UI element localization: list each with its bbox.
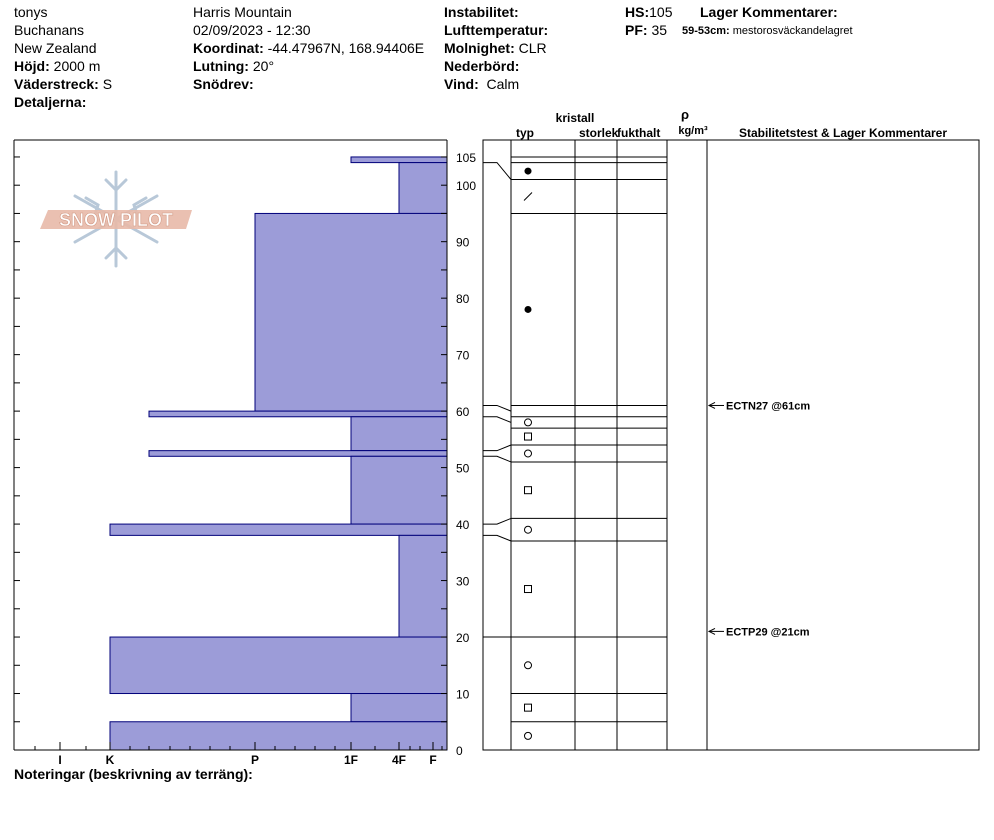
hardness-bar [351, 694, 447, 722]
region-name: Buchanans [14, 22, 85, 38]
instability-row: Instabilitet: [444, 4, 519, 20]
hardness-tick-label: P [250, 753, 260, 767]
observation-datetime: 02/09/2023 - 12:30 [193, 22, 311, 38]
header-typ: typ [516, 126, 534, 140]
drift-row: Snödrev: [193, 76, 254, 92]
pf-value: 35 [651, 22, 668, 38]
header-fukthalt: fukthalt [617, 126, 661, 140]
depth-tick-label: 60 [456, 405, 470, 420]
stability-tests [709, 400, 810, 638]
depth-tick-label: 90 [456, 235, 470, 250]
hs-value: 105 [649, 4, 673, 20]
layer-comments-heading: Lager Kommentarer: [700, 4, 838, 20]
hardness-tick-label: 4F [391, 753, 407, 767]
depth-tick-label: 10 [456, 687, 470, 702]
melt-form-icon [525, 168, 532, 175]
depth-tick-label: 70 [456, 348, 470, 363]
layer-connector [483, 163, 511, 180]
slope-row: Lutning: 20° [193, 58, 275, 74]
table-headers [516, 107, 947, 140]
depth-tick-label: 0 [456, 744, 463, 758]
precip-particle-icon [525, 732, 532, 739]
hardness-tick-label: 1F [343, 753, 359, 767]
layer-connector [483, 445, 511, 451]
layer-connector [483, 405, 511, 411]
depth-tick-label: 40 [456, 518, 470, 533]
header-stability: Stabilitetstest & Lager Kommentarer [738, 126, 948, 140]
hardness-bar [110, 524, 447, 535]
aspect-value: S [102, 76, 113, 92]
sky-row: Molnighet: CLR [444, 40, 547, 56]
faceted-crystal-icon [525, 586, 532, 593]
grain-table [483, 140, 979, 750]
hardness-bar [255, 213, 447, 411]
header-rho-unit: kg/m³ [678, 125, 708, 137]
coordinate-row: Koordinat: -44.47967N, 168.94406E [193, 40, 425, 56]
decomposing-icon [524, 192, 532, 200]
hardness-bar [149, 411, 447, 417]
layer-connector [483, 535, 511, 541]
logo-text: SNOW PILOT [59, 210, 173, 230]
melt-form-icon [525, 306, 532, 313]
hardness-bar [110, 637, 447, 693]
layer-connector [483, 456, 511, 462]
wind-value: Calm [486, 76, 520, 92]
hardness-bar [399, 535, 447, 637]
precip-particle-icon [525, 526, 532, 533]
hardness-tick-label: I [58, 753, 62, 767]
header-rho: ρ [680, 107, 690, 122]
terrain-notes-label: Noteringar (beskrivning av terräng): [14, 766, 253, 782]
layer-comment-range: 59-53cm: [682, 25, 730, 37]
pf-row: PF: 35 [625, 22, 668, 38]
hs-row: HS:105 [625, 4, 673, 20]
depth-tick-label: 30 [456, 574, 470, 589]
hardness-bar [351, 417, 447, 451]
elevation-value: 2000 m [53, 58, 101, 74]
hardness-tick-label: K [105, 753, 115, 767]
hardness-bar [399, 163, 447, 214]
depth-tick-label: 20 [456, 631, 470, 646]
header-storlek: storlek [579, 126, 619, 140]
faceted-crystal-icon [525, 433, 532, 440]
header-kristall: kristall [555, 111, 595, 125]
aspect-row: Väderstreck: S [14, 76, 113, 92]
hardness-tick-label: F [429, 753, 437, 767]
layer-connector [483, 417, 511, 423]
layer-comment-text: mestorosväckandelagret [732, 25, 853, 37]
hardness-bar [149, 451, 447, 457]
faceted-crystal-icon [525, 487, 532, 494]
observer-name: tonys [14, 4, 48, 20]
hardness-bar [351, 456, 447, 524]
details-row: Detaljerna: [14, 94, 87, 110]
sky-value: CLR [518, 40, 547, 56]
snowpilot-logo [40, 172, 192, 266]
precip-particle-icon [525, 662, 532, 669]
location-name: Harris Mountain [193, 4, 292, 20]
country-name: New Zealand [14, 40, 97, 56]
wind-row: Vind: Calm [444, 76, 520, 92]
depth-tick-label: 100 [456, 179, 477, 194]
faceted-crystal-icon [525, 704, 532, 711]
hardness-bars [110, 157, 447, 750]
stability-test-label: ECTP29 @21cm [726, 626, 810, 639]
hardness-bar [110, 722, 447, 750]
coordinate-value: -44.47967N, 168.94406E [267, 40, 425, 56]
slope-value: 20° [252, 58, 275, 74]
stability-test-label: ECTN27 @61cm [726, 400, 811, 413]
depth-tick-label: 80 [456, 292, 470, 307]
precip-particle-icon [525, 419, 532, 426]
airtemp-row: Lufttemperatur: [444, 22, 549, 38]
depth-tick-label: 50 [456, 461, 470, 476]
layer-connector [483, 518, 511, 524]
hardness-bar [351, 157, 447, 163]
precip-particle-icon [525, 450, 532, 457]
elevation-row: Höjd: 2000 m [14, 58, 101, 74]
depth-tick-label: 105 [456, 150, 477, 165]
precip-row: Nederbörd: [444, 58, 520, 74]
